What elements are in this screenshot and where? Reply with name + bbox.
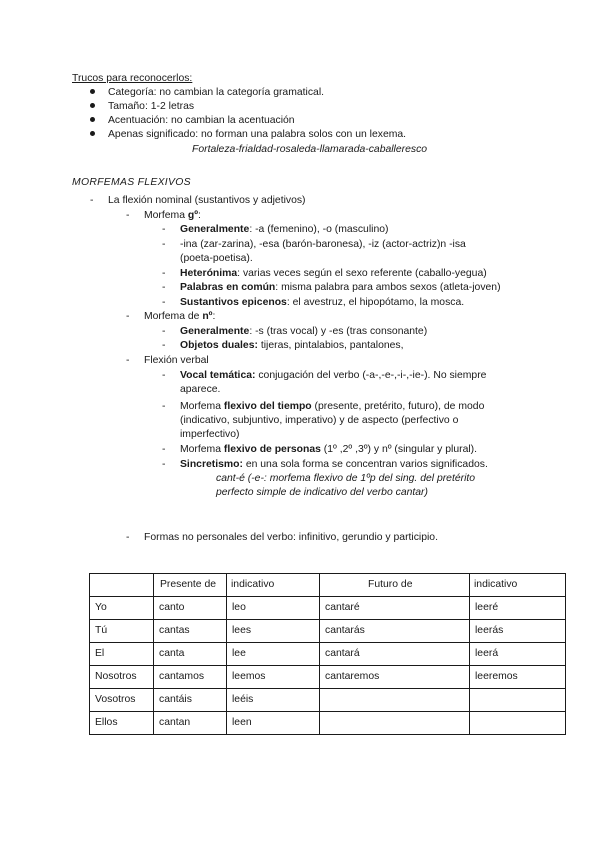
dash-icon: -	[162, 282, 166, 293]
verbal-line-tense-cont2: imperfectivo)	[180, 429, 240, 440]
gender-item-suffixes: -ina (zar-zarina), -esa (barón-baronesa), -iz (actor-actriz)n -isa	[180, 239, 466, 250]
table-cell: leo	[227, 597, 320, 620]
dash-icon: -	[162, 444, 166, 455]
table-cell: Yo	[90, 597, 154, 620]
table-row	[90, 620, 566, 643]
gender-item-suffixes-cont: (poeta-poetisa).	[180, 253, 253, 264]
trick-item-meaning: Apenas significado: no forman una palabra solos con un lexema.	[108, 129, 407, 140]
table-cell	[90, 574, 154, 597]
verbal-line-syncretism: Sincretismo: en una sola forma se concentran varios significados.	[180, 459, 488, 470]
table-cell: indicativo	[227, 574, 320, 597]
table-cell: Futuro de	[320, 574, 470, 597]
table-cell: canta	[154, 643, 227, 666]
table-cell: lees	[227, 620, 320, 643]
dash-icon: -	[126, 210, 130, 221]
verbal-line-thematic: Vocal temática: conjugación del verbo (-a-,-e-,-i-,-ie-). No siempre	[180, 370, 487, 381]
table-cell: cantáis	[154, 689, 227, 712]
table-cell: leerá	[470, 643, 566, 666]
table-cell	[320, 689, 470, 712]
table-cell: leéis	[227, 689, 320, 712]
dash-icon: -	[162, 224, 166, 235]
table-cell: leen	[227, 712, 320, 735]
table-cell: cantará	[320, 643, 470, 666]
number-label: Morfema de nº:	[144, 311, 216, 322]
table-cell: Vosotros	[90, 689, 154, 712]
verbal-heading: Flexión verbal	[144, 355, 209, 366]
conjugation-table	[89, 573, 566, 735]
dash-icon: -	[162, 340, 166, 351]
dash-icon: -	[90, 195, 94, 206]
table-cell: leeremos	[470, 666, 566, 689]
dash-icon: -	[126, 532, 130, 543]
table-cell: cantaré	[320, 597, 470, 620]
table-row	[90, 597, 566, 620]
verbal-line-thematic-cont: aparece.	[180, 384, 221, 395]
table-cell: cantan	[154, 712, 227, 735]
table-header-row	[90, 574, 566, 597]
table-cell: Nosotros	[90, 666, 154, 689]
table-cell: indicativo	[470, 574, 566, 597]
verbal-example-line2: perfecto simple de indicativo del verbo cantar)	[216, 487, 428, 498]
table-row	[90, 643, 566, 666]
dash-icon: -	[162, 401, 166, 412]
verbal-example-line1: cant-é (-e-: morfema flexivo de 1ºp del sing. del pretérito	[216, 473, 476, 484]
table-cell: El	[90, 643, 154, 666]
table-cell: Ellos	[90, 712, 154, 735]
trick-item-size: Tamaño: 1-2 letras	[108, 101, 195, 112]
bullet-icon	[90, 131, 95, 136]
gender-label: Morfema gº:	[144, 210, 201, 221]
table-cell: Presente de	[154, 574, 227, 597]
section-title: MORFEMAS FLEXIVOS	[72, 177, 191, 188]
dash-icon: -	[162, 370, 166, 381]
gender-item-common: Palabras en común: misma palabra para ambos sexos (atleta-joven)	[180, 282, 501, 293]
number-item-dual: Objetos duales: tijeras, pintalabios, pantalones,	[180, 340, 404, 351]
dash-icon: -	[126, 311, 130, 322]
non-personal-forms: Formas no personales del verbo: infinitivo, gerundio y participio.	[144, 532, 438, 543]
gender-item-general: Generalmente: -a (femenino), -o (masculino)	[180, 224, 389, 235]
table-cell	[470, 712, 566, 735]
table-row	[90, 689, 566, 712]
tricks-example: Fortaleza-frialdad-rosaleda-llamarada-caballeresco	[192, 144, 428, 155]
gender-item-epicene: Sustantivos epicenos: el avestruz, el hipopótamo, la mosca.	[180, 297, 465, 308]
bullet-icon	[90, 117, 95, 122]
table-cell	[320, 712, 470, 735]
table-cell: cantas	[154, 620, 227, 643]
dash-icon: -	[162, 459, 166, 470]
table-cell: cantaremos	[320, 666, 470, 689]
table-cell: canto	[154, 597, 227, 620]
trick-item-category: Categoría: no cambian la categoría gramatical.	[108, 87, 325, 98]
trick-item-accent: Acentuación: no cambian la acentuación	[108, 115, 295, 126]
table-cell: cantamos	[154, 666, 227, 689]
bullet-icon	[90, 103, 95, 108]
verbal-line-tense-cont: (indicativo, subjuntivo, imperativo) y de aspecto (perfectivo o	[180, 415, 459, 426]
bullet-icon	[90, 89, 95, 94]
table-cell	[470, 689, 566, 712]
table-cell: leerás	[470, 620, 566, 643]
nominal-heading: La flexión nominal (sustantivos y adjetivos)	[108, 195, 306, 206]
table-cell: leemos	[227, 666, 320, 689]
table-row	[90, 666, 566, 689]
tricks-title: Trucos para reconocerlos:	[72, 73, 193, 84]
table-row	[90, 712, 566, 735]
verbal-line-tense: Morfema flexivo del tiempo (presente, pretérito, futuro), de modo	[180, 401, 485, 412]
dash-icon: -	[162, 297, 166, 308]
number-item-general: Generalmente: -s (tras vocal) y -es (tras consonante)	[180, 326, 428, 337]
dash-icon: -	[126, 355, 130, 366]
table-cell: Tú	[90, 620, 154, 643]
dash-icon: -	[162, 326, 166, 337]
table-cell: leeré	[470, 597, 566, 620]
gender-item-heteronym: Heterónima: varias veces según el sexo referente (caballo-yegua)	[180, 268, 487, 279]
dash-icon: -	[162, 239, 166, 250]
dash-icon: -	[162, 268, 166, 279]
table-cell: lee	[227, 643, 320, 666]
verbal-line-person: Morfema flexivo de personas (1º ,2º ,3º) y nº (singular y plural).	[180, 444, 478, 455]
table-cell: cantarás	[320, 620, 470, 643]
